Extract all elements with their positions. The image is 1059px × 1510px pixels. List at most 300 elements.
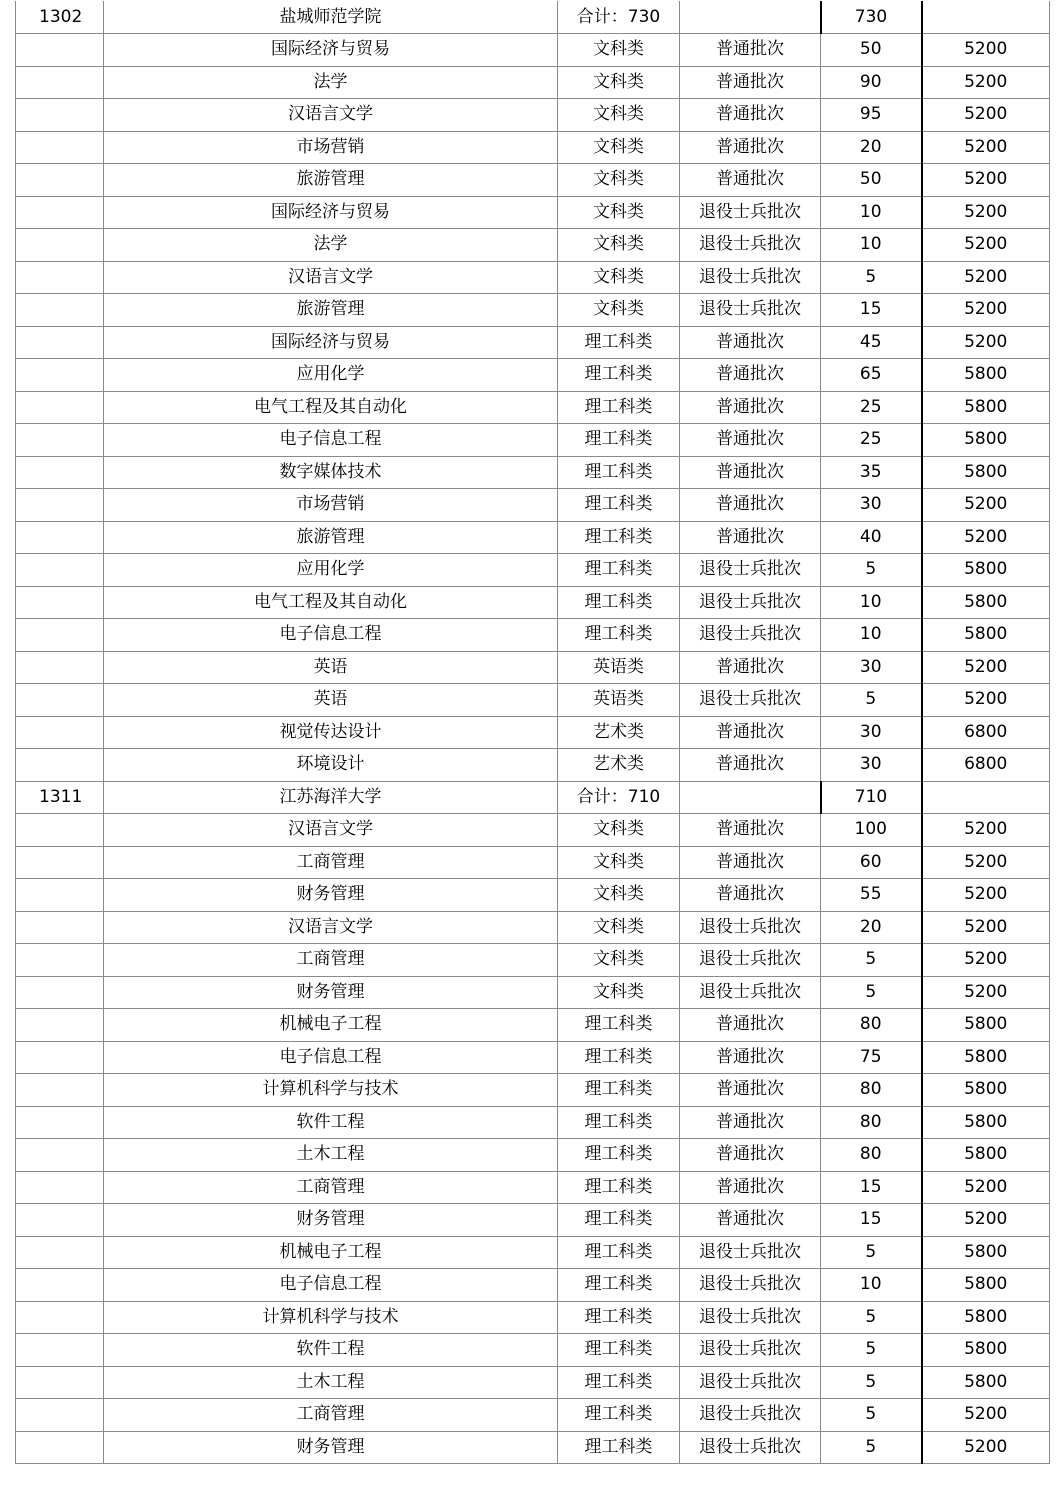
tuition-cell: 5200 <box>922 326 1050 359</box>
tuition-cell: 5200 <box>922 1204 1050 1237</box>
batch-cell: 普通批次 <box>680 1171 821 1204</box>
table-row <box>16 1269 1050 1302</box>
table-row <box>16 164 1050 197</box>
table-row <box>16 131 1050 164</box>
batch-cell: 普通批次 <box>680 716 821 749</box>
table-row <box>16 66 1050 99</box>
category-cell: 理工科类 <box>558 1171 680 1204</box>
batch-cell: 退役士兵批次 <box>680 1399 821 1432</box>
quota-cell: 80 <box>821 1074 922 1107</box>
category-cell: 文科类 <box>558 196 680 229</box>
table-row <box>16 976 1050 1009</box>
category-cell: 文科类 <box>558 66 680 99</box>
tuition-cell <box>922 1 1050 34</box>
code-cell <box>16 1139 104 1172</box>
name-cell: 环境设计 <box>104 749 558 782</box>
table-row <box>16 944 1050 977</box>
batch-cell: 普通批次 <box>680 521 821 554</box>
name-cell: 英语 <box>104 651 558 684</box>
tuition-cell: 5800 <box>922 1009 1050 1042</box>
batch-cell: 普通批次 <box>680 359 821 392</box>
code-cell <box>16 846 104 879</box>
tuition-cell: 5800 <box>922 586 1050 619</box>
tuition-cell: 5200 <box>922 944 1050 977</box>
batch-cell: 普通批次 <box>680 1041 821 1074</box>
batch-cell: 普通批次 <box>680 1204 821 1237</box>
category-cell: 文科类 <box>558 131 680 164</box>
batch-cell: 退役士兵批次 <box>680 1334 821 1367</box>
quota-cell: 5 <box>821 554 922 587</box>
batch-cell: 普通批次 <box>680 749 821 782</box>
tuition-cell: 5800 <box>922 359 1050 392</box>
code-cell <box>16 1236 104 1269</box>
batch-cell: 普通批次 <box>680 131 821 164</box>
code-cell <box>16 1301 104 1334</box>
batch-cell <box>680 1 821 34</box>
quota-cell: 15 <box>821 294 922 327</box>
code-cell <box>16 586 104 619</box>
tuition-cell: 5800 <box>922 1301 1050 1334</box>
table-row <box>16 651 1050 684</box>
category-cell: 理工科类 <box>558 424 680 457</box>
batch-cell: 退役士兵批次 <box>680 229 821 262</box>
quota-cell: 5 <box>821 1431 922 1464</box>
code-cell <box>16 879 104 912</box>
school-row <box>16 1 1050 34</box>
table-row <box>16 1236 1050 1269</box>
table-row <box>16 196 1050 229</box>
code-cell <box>16 261 104 294</box>
quota-cell: 10 <box>821 586 922 619</box>
category-cell: 理工科类 <box>558 619 680 652</box>
category-cell: 理工科类 <box>558 1074 680 1107</box>
code-cell <box>16 976 104 1009</box>
tuition-cell: 5200 <box>922 164 1050 197</box>
table-row <box>16 1139 1050 1172</box>
category-cell: 理工科类 <box>558 1431 680 1464</box>
table-row <box>16 1106 1050 1139</box>
category-cell: 英语类 <box>558 684 680 717</box>
quota-cell: 5 <box>821 1366 922 1399</box>
name-cell: 软件工程 <box>104 1334 558 1367</box>
tuition-cell: 5800 <box>922 554 1050 587</box>
batch-cell <box>680 781 821 814</box>
name-cell: 电子信息工程 <box>104 619 558 652</box>
tuition-cell: 5200 <box>922 651 1050 684</box>
name-cell: 土木工程 <box>104 1366 558 1399</box>
category-cell: 文科类 <box>558 879 680 912</box>
batch-cell: 退役士兵批次 <box>680 684 821 717</box>
code-cell <box>16 1431 104 1464</box>
name-cell: 江苏海洋大学 <box>104 781 558 814</box>
category-cell: 理工科类 <box>558 1041 680 1074</box>
quota-cell: 95 <box>821 99 922 132</box>
code-cell <box>16 521 104 554</box>
table-row <box>16 489 1050 522</box>
tuition-cell: 6800 <box>922 716 1050 749</box>
batch-cell: 退役士兵批次 <box>680 1301 821 1334</box>
name-cell: 汉语言文学 <box>104 814 558 847</box>
category-cell: 文科类 <box>558 814 680 847</box>
category-cell: 艺术类 <box>558 749 680 782</box>
school-row <box>16 781 1050 814</box>
category-cell: 合计：730 <box>558 1 680 34</box>
table-row <box>16 424 1050 457</box>
name-cell: 财务管理 <box>104 1204 558 1237</box>
category-cell: 理工科类 <box>558 489 680 522</box>
name-cell: 计算机科学与技术 <box>104 1074 558 1107</box>
quota-cell: 730 <box>821 1 922 34</box>
name-cell: 财务管理 <box>104 976 558 1009</box>
name-cell: 旅游管理 <box>104 164 558 197</box>
table-row <box>16 1041 1050 1074</box>
code-cell <box>16 619 104 652</box>
name-cell: 计算机科学与技术 <box>104 1301 558 1334</box>
category-cell: 英语类 <box>558 651 680 684</box>
code-cell <box>16 391 104 424</box>
batch-cell: 退役士兵批次 <box>680 944 821 977</box>
code-cell <box>16 716 104 749</box>
quota-cell: 10 <box>821 1269 922 1302</box>
quota-cell: 80 <box>821 1139 922 1172</box>
tuition-cell: 5200 <box>922 879 1050 912</box>
category-cell: 合计：710 <box>558 781 680 814</box>
category-cell: 理工科类 <box>558 326 680 359</box>
quota-cell: 30 <box>821 651 922 684</box>
code-cell <box>16 1009 104 1042</box>
code-cell <box>16 651 104 684</box>
tuition-cell: 5800 <box>922 1139 1050 1172</box>
tuition-cell: 5800 <box>922 1236 1050 1269</box>
quota-cell: 25 <box>821 424 922 457</box>
quota-cell: 80 <box>821 1106 922 1139</box>
code-cell: 1311 <box>16 781 104 814</box>
name-cell: 土木工程 <box>104 1139 558 1172</box>
table-row <box>16 749 1050 782</box>
category-cell: 理工科类 <box>558 1204 680 1237</box>
table-row <box>16 34 1050 67</box>
tuition-cell: 5200 <box>922 196 1050 229</box>
code-cell <box>16 814 104 847</box>
category-cell: 文科类 <box>558 261 680 294</box>
batch-cell: 退役士兵批次 <box>680 294 821 327</box>
quota-cell: 35 <box>821 456 922 489</box>
batch-cell: 普通批次 <box>680 391 821 424</box>
category-cell: 理工科类 <box>558 521 680 554</box>
tuition-cell: 5200 <box>922 1431 1050 1464</box>
tuition-cell: 5200 <box>922 34 1050 67</box>
category-cell: 文科类 <box>558 976 680 1009</box>
category-cell: 理工科类 <box>558 554 680 587</box>
category-cell: 理工科类 <box>558 1399 680 1432</box>
name-cell: 法学 <box>104 229 558 262</box>
tuition-cell: 5200 <box>922 521 1050 554</box>
category-cell: 理工科类 <box>558 1334 680 1367</box>
name-cell: 财务管理 <box>104 879 558 912</box>
quota-cell: 40 <box>821 521 922 554</box>
quota-cell: 10 <box>821 619 922 652</box>
code-cell <box>16 1269 104 1302</box>
tuition-cell: 5800 <box>922 1334 1050 1367</box>
batch-cell: 普通批次 <box>680 99 821 132</box>
quota-cell: 25 <box>821 391 922 424</box>
code-cell <box>16 1106 104 1139</box>
category-cell: 文科类 <box>558 294 680 327</box>
batch-cell: 普通批次 <box>680 34 821 67</box>
quota-cell: 5 <box>821 976 922 1009</box>
name-cell: 国际经济与贸易 <box>104 326 558 359</box>
category-cell: 艺术类 <box>558 716 680 749</box>
tuition-cell: 5200 <box>922 66 1050 99</box>
table-row <box>16 229 1050 262</box>
batch-cell: 普通批次 <box>680 1139 821 1172</box>
name-cell: 电子信息工程 <box>104 1041 558 1074</box>
table-row <box>16 391 1050 424</box>
name-cell: 国际经济与贸易 <box>104 196 558 229</box>
name-cell: 电子信息工程 <box>104 1269 558 1302</box>
table-row <box>16 879 1050 912</box>
tuition-cell: 5200 <box>922 99 1050 132</box>
table-row <box>16 619 1050 652</box>
batch-cell: 普通批次 <box>680 846 821 879</box>
name-cell: 机械电子工程 <box>104 1236 558 1269</box>
batch-cell: 退役士兵批次 <box>680 554 821 587</box>
category-cell: 理工科类 <box>558 359 680 392</box>
category-cell: 文科类 <box>558 911 680 944</box>
name-cell: 软件工程 <box>104 1106 558 1139</box>
category-cell: 理工科类 <box>558 391 680 424</box>
category-cell: 文科类 <box>558 846 680 879</box>
name-cell: 电子信息工程 <box>104 424 558 457</box>
quota-cell: 45 <box>821 326 922 359</box>
category-cell: 文科类 <box>558 34 680 67</box>
name-cell: 市场营销 <box>104 131 558 164</box>
quota-cell: 5 <box>821 261 922 294</box>
batch-cell: 普通批次 <box>680 489 821 522</box>
quota-cell: 10 <box>821 229 922 262</box>
quota-cell: 50 <box>821 164 922 197</box>
batch-cell: 退役士兵批次 <box>680 586 821 619</box>
quota-cell: 5 <box>821 1301 922 1334</box>
category-cell: 理工科类 <box>558 1366 680 1399</box>
code-cell: 1302 <box>16 1 104 34</box>
table-row <box>16 554 1050 587</box>
batch-cell: 退役士兵批次 <box>680 976 821 1009</box>
quota-cell: 5 <box>821 1236 922 1269</box>
category-cell: 文科类 <box>558 229 680 262</box>
quota-cell: 20 <box>821 911 922 944</box>
quota-cell: 55 <box>821 879 922 912</box>
batch-cell: 退役士兵批次 <box>680 1236 821 1269</box>
quota-cell: 20 <box>821 131 922 164</box>
tuition-cell: 5200 <box>922 1399 1050 1432</box>
table-row <box>16 814 1050 847</box>
name-cell: 市场营销 <box>104 489 558 522</box>
category-cell: 文科类 <box>558 944 680 977</box>
code-cell <box>16 294 104 327</box>
quota-cell: 30 <box>821 489 922 522</box>
quota-cell: 15 <box>821 1171 922 1204</box>
tuition-cell: 5800 <box>922 1041 1050 1074</box>
code-cell <box>16 1399 104 1432</box>
batch-cell: 退役士兵批次 <box>680 196 821 229</box>
tuition-cell: 5200 <box>922 294 1050 327</box>
code-cell <box>16 456 104 489</box>
tuition-cell: 6800 <box>922 749 1050 782</box>
category-cell: 文科类 <box>558 164 680 197</box>
category-cell: 理工科类 <box>558 456 680 489</box>
code-cell <box>16 554 104 587</box>
table-row <box>16 586 1050 619</box>
code-cell <box>16 1204 104 1237</box>
tuition-cell: 5200 <box>922 261 1050 294</box>
code-cell <box>16 66 104 99</box>
quota-cell: 5 <box>821 684 922 717</box>
name-cell: 应用化学 <box>104 359 558 392</box>
tuition-cell <box>922 781 1050 814</box>
tuition-cell: 5200 <box>922 846 1050 879</box>
quota-cell: 10 <box>821 196 922 229</box>
batch-cell: 普通批次 <box>680 814 821 847</box>
tuition-cell: 5800 <box>922 619 1050 652</box>
code-cell <box>16 1171 104 1204</box>
code-cell <box>16 424 104 457</box>
table-row <box>16 1366 1050 1399</box>
name-cell: 国际经济与贸易 <box>104 34 558 67</box>
tuition-cell: 5200 <box>922 131 1050 164</box>
category-cell: 理工科类 <box>558 1236 680 1269</box>
quota-cell: 100 <box>821 814 922 847</box>
tuition-cell: 5200 <box>922 911 1050 944</box>
table-row <box>16 1399 1050 1432</box>
batch-cell: 普通批次 <box>680 1074 821 1107</box>
code-cell <box>16 326 104 359</box>
batch-cell: 普通批次 <box>680 326 821 359</box>
batch-cell: 退役士兵批次 <box>680 619 821 652</box>
table-row <box>16 261 1050 294</box>
quota-cell: 90 <box>821 66 922 99</box>
name-cell: 工商管理 <box>104 1399 558 1432</box>
batch-cell: 普通批次 <box>680 1009 821 1042</box>
tuition-cell: 5200 <box>922 814 1050 847</box>
name-cell: 汉语言文学 <box>104 261 558 294</box>
name-cell: 电气工程及其自动化 <box>104 391 558 424</box>
code-cell <box>16 684 104 717</box>
name-cell: 旅游管理 <box>104 521 558 554</box>
tuition-cell: 5800 <box>922 424 1050 457</box>
code-cell <box>16 944 104 977</box>
category-cell: 理工科类 <box>558 1106 680 1139</box>
tuition-cell: 5200 <box>922 976 1050 1009</box>
table-row <box>16 716 1050 749</box>
code-cell <box>16 34 104 67</box>
batch-cell: 普通批次 <box>680 879 821 912</box>
table-body <box>16 1 1050 1464</box>
table-row <box>16 294 1050 327</box>
table-row <box>16 1009 1050 1042</box>
name-cell: 财务管理 <box>104 1431 558 1464</box>
code-cell <box>16 164 104 197</box>
name-cell: 工商管理 <box>104 1171 558 1204</box>
batch-cell: 普通批次 <box>680 456 821 489</box>
quota-cell: 710 <box>821 781 922 814</box>
tuition-cell: 5800 <box>922 1074 1050 1107</box>
category-cell: 理工科类 <box>558 586 680 619</box>
quota-cell: 75 <box>821 1041 922 1074</box>
category-cell: 理工科类 <box>558 1269 680 1302</box>
table-row <box>16 684 1050 717</box>
name-cell: 应用化学 <box>104 554 558 587</box>
tuition-cell: 5800 <box>922 391 1050 424</box>
category-cell: 理工科类 <box>558 1009 680 1042</box>
name-cell: 法学 <box>104 66 558 99</box>
tuition-cell: 5200 <box>922 684 1050 717</box>
tuition-cell: 5800 <box>922 456 1050 489</box>
code-cell <box>16 489 104 522</box>
code-cell <box>16 196 104 229</box>
name-cell: 汉语言文学 <box>104 911 558 944</box>
batch-cell: 普通批次 <box>680 424 821 457</box>
quota-cell: 5 <box>821 1334 922 1367</box>
batch-cell: 退役士兵批次 <box>680 911 821 944</box>
tuition-cell: 5800 <box>922 1269 1050 1302</box>
category-cell: 文科类 <box>558 99 680 132</box>
tuition-cell: 5800 <box>922 1106 1050 1139</box>
quota-cell: 30 <box>821 716 922 749</box>
name-cell: 视觉传达设计 <box>104 716 558 749</box>
quota-cell: 65 <box>821 359 922 392</box>
tuition-cell: 5800 <box>922 1366 1050 1399</box>
table-row <box>16 1334 1050 1367</box>
category-cell: 理工科类 <box>558 1301 680 1334</box>
table-row <box>16 521 1050 554</box>
batch-cell: 普通批次 <box>680 66 821 99</box>
code-cell <box>16 1366 104 1399</box>
code-cell <box>16 1041 104 1074</box>
table-row <box>16 456 1050 489</box>
quota-cell: 60 <box>821 846 922 879</box>
code-cell <box>16 1074 104 1107</box>
quota-cell: 5 <box>821 1399 922 1432</box>
name-cell: 英语 <box>104 684 558 717</box>
batch-cell: 退役士兵批次 <box>680 1431 821 1464</box>
category-cell: 理工科类 <box>558 1139 680 1172</box>
code-cell <box>16 911 104 944</box>
table-row <box>16 1431 1050 1464</box>
batch-cell: 普通批次 <box>680 651 821 684</box>
table-row <box>16 1171 1050 1204</box>
tuition-cell: 5200 <box>922 1171 1050 1204</box>
table-row <box>16 359 1050 392</box>
enrollment-table <box>15 1 1050 1464</box>
tuition-cell: 5200 <box>922 489 1050 522</box>
quota-cell: 50 <box>821 34 922 67</box>
code-cell <box>16 749 104 782</box>
table-row <box>16 846 1050 879</box>
name-cell: 盐城师范学院 <box>104 1 558 34</box>
batch-cell: 退役士兵批次 <box>680 1366 821 1399</box>
name-cell: 机械电子工程 <box>104 1009 558 1042</box>
name-cell: 工商管理 <box>104 944 558 977</box>
table-row <box>16 911 1050 944</box>
quota-cell: 80 <box>821 1009 922 1042</box>
code-cell <box>16 359 104 392</box>
batch-cell: 退役士兵批次 <box>680 261 821 294</box>
name-cell: 数字媒体技术 <box>104 456 558 489</box>
batch-cell: 普通批次 <box>680 164 821 197</box>
name-cell: 电气工程及其自动化 <box>104 586 558 619</box>
name-cell: 旅游管理 <box>104 294 558 327</box>
